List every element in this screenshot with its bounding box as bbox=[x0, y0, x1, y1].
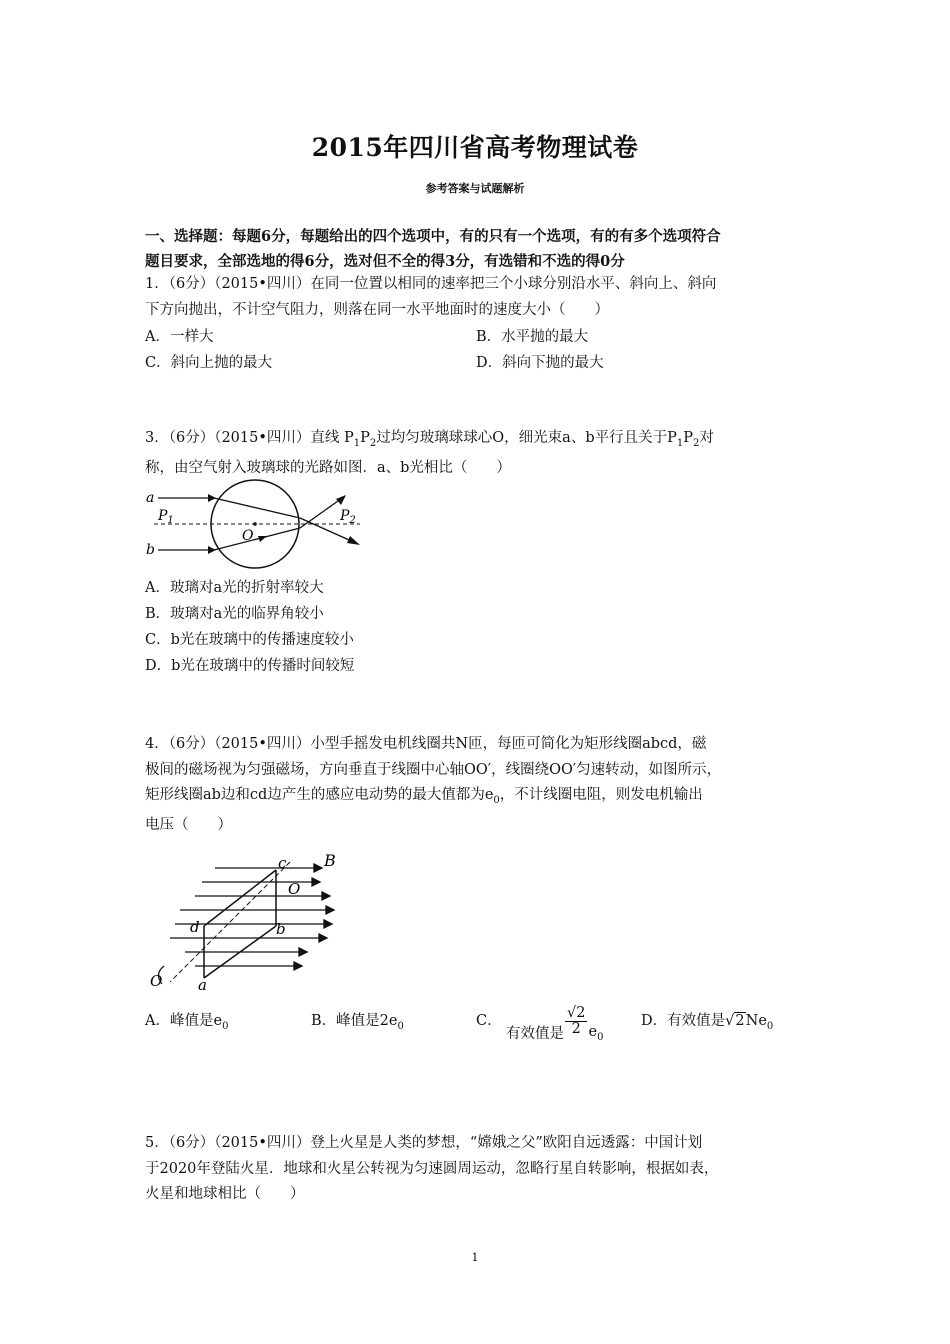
question-4-option-c-formula: 有效值是 $\frac{√2}{2}$ $e_0$ bbox=[506, 1005, 604, 1043]
question-1-line1: 1．（6分）（2015•四川）在同一位置以相同的速率把三个小球分别沿水平、斜向上、斜向 bbox=[145, 276, 717, 292]
ray-a-inside bbox=[214, 498, 300, 518]
question-1-option-b: B．水平抛的最大 bbox=[476, 329, 589, 345]
question-1-option-d: D．斜向下抛的最大 bbox=[476, 355, 604, 371]
fraction: $\frac{√2}{2}$ bbox=[567, 1005, 586, 1037]
label-p2: $P_2$ bbox=[340, 508, 356, 526]
section-heading-line1: 一、选择题：每题6分，每题给出的四个选项中，有的只有一个选项，有的有多个选项符合 bbox=[145, 228, 721, 245]
question-1-option-a: A．一样大 bbox=[145, 329, 214, 345]
question-4-option-a: A．峰值是$e_0$ bbox=[145, 1013, 229, 1032]
question-3-line2: 称，由空气射入玻璃球的光路如图．a、b光相比（ ） bbox=[145, 460, 511, 477]
label-d: d bbox=[190, 918, 200, 936]
label-p1: $P_1$ bbox=[158, 508, 174, 526]
question-1-line2: 下方向抛出，不计空气阻力，则落在同一水平地面时的速度大小（ ） bbox=[145, 301, 609, 318]
question-4-stem bbox=[145, 732, 810, 839]
label-o-left: O bbox=[150, 972, 163, 990]
label-o: O bbox=[242, 528, 254, 544]
section-heading-line2: 题目要求，全部选地的得6分，选对但不全的得3分，有选错和不选的得0分 bbox=[145, 253, 625, 270]
question-3-option-a: A．玻璃对a光的折射率较大 bbox=[145, 580, 324, 596]
question-3-line1: 3．（6分）（2015•四川）直线 $P_1P_2$过均匀玻璃球球心O，细光束a、b平行且关于$P_1P_2$对 bbox=[145, 430, 714, 449]
page-title: 2015年四川省高考物理试卷 bbox=[311, 133, 639, 162]
generator-coil-diagram bbox=[140, 848, 360, 994]
question-3-option-d: D．b光在玻璃中的传播时间较短 bbox=[145, 658, 355, 674]
glass-sphere-diagram bbox=[140, 478, 380, 570]
label-c: c bbox=[278, 854, 287, 872]
question-4-line4: 电压（ ） bbox=[145, 817, 232, 834]
ray-b-inside bbox=[214, 528, 300, 550]
ray-a-exit-arrow bbox=[347, 536, 360, 545]
label-b-coil: b bbox=[276, 920, 286, 938]
ray-b-inside-arrow bbox=[258, 536, 267, 542]
question-4-option-b: B．峰值是$2e_0$ bbox=[311, 1013, 404, 1032]
question-4-line2: 极间的磁场视为匀强磁场，方向垂直于线圈中心轴OO′，线圈绕OO′匀速转动，如图所示， bbox=[145, 761, 722, 778]
question-3-stem bbox=[145, 426, 810, 482]
question-3-option-c: C．b光在玻璃中的传播速度较小 bbox=[145, 632, 354, 648]
question-3-option-b: B．玻璃对a光的临界角较小 bbox=[145, 606, 324, 622]
question-4-line1: 4．（6分）（2015•四川）小型手摇发电机线圈共N匝，每匝可简化为矩形线圈abcd，磁 bbox=[145, 736, 707, 752]
question-4-line3: 矩形线圈ab边和cd边产生的感应电动势的最大值都为$e_0$，不计线圈电阻，则发电机输出 bbox=[145, 787, 703, 806]
question-4-option-c: C． bbox=[476, 1013, 502, 1029]
page-number: 1 bbox=[471, 1251, 479, 1264]
question-5-line1: 5．（6分）（2015•四川）登上火星是人类的梦想，“嫦娥之父”欧阳自远透露：中国计划 bbox=[145, 1135, 703, 1151]
label-a: a bbox=[146, 490, 155, 506]
question-1-stem bbox=[145, 272, 810, 323]
page-subtitle: 参考答案与试题解析 bbox=[425, 182, 525, 195]
section-heading bbox=[145, 224, 810, 274]
ray-b-exit-arrow bbox=[336, 495, 346, 505]
center-point bbox=[253, 522, 257, 526]
question-4-option-d: D．有效值是$√2Ne_0$ bbox=[641, 1013, 774, 1032]
magnetic-field-lines bbox=[170, 864, 334, 970]
label-b: b bbox=[146, 542, 155, 558]
question-1-option-c: C．斜向上抛的最大 bbox=[145, 355, 273, 371]
label-B: B bbox=[324, 851, 336, 870]
question-5-line3: 火星和地球相比（ ） bbox=[145, 1186, 305, 1202]
label-a-coil: a bbox=[198, 976, 207, 994]
question-5-line2: 于2020年登陆火星．地球和火星公转视为匀速圆周运动，忽略行星自转影响，根据如表， bbox=[145, 1160, 719, 1177]
label-o-top: O bbox=[288, 880, 301, 898]
question-5-stem bbox=[145, 1131, 810, 1208]
rotation-axis bbox=[170, 862, 290, 982]
